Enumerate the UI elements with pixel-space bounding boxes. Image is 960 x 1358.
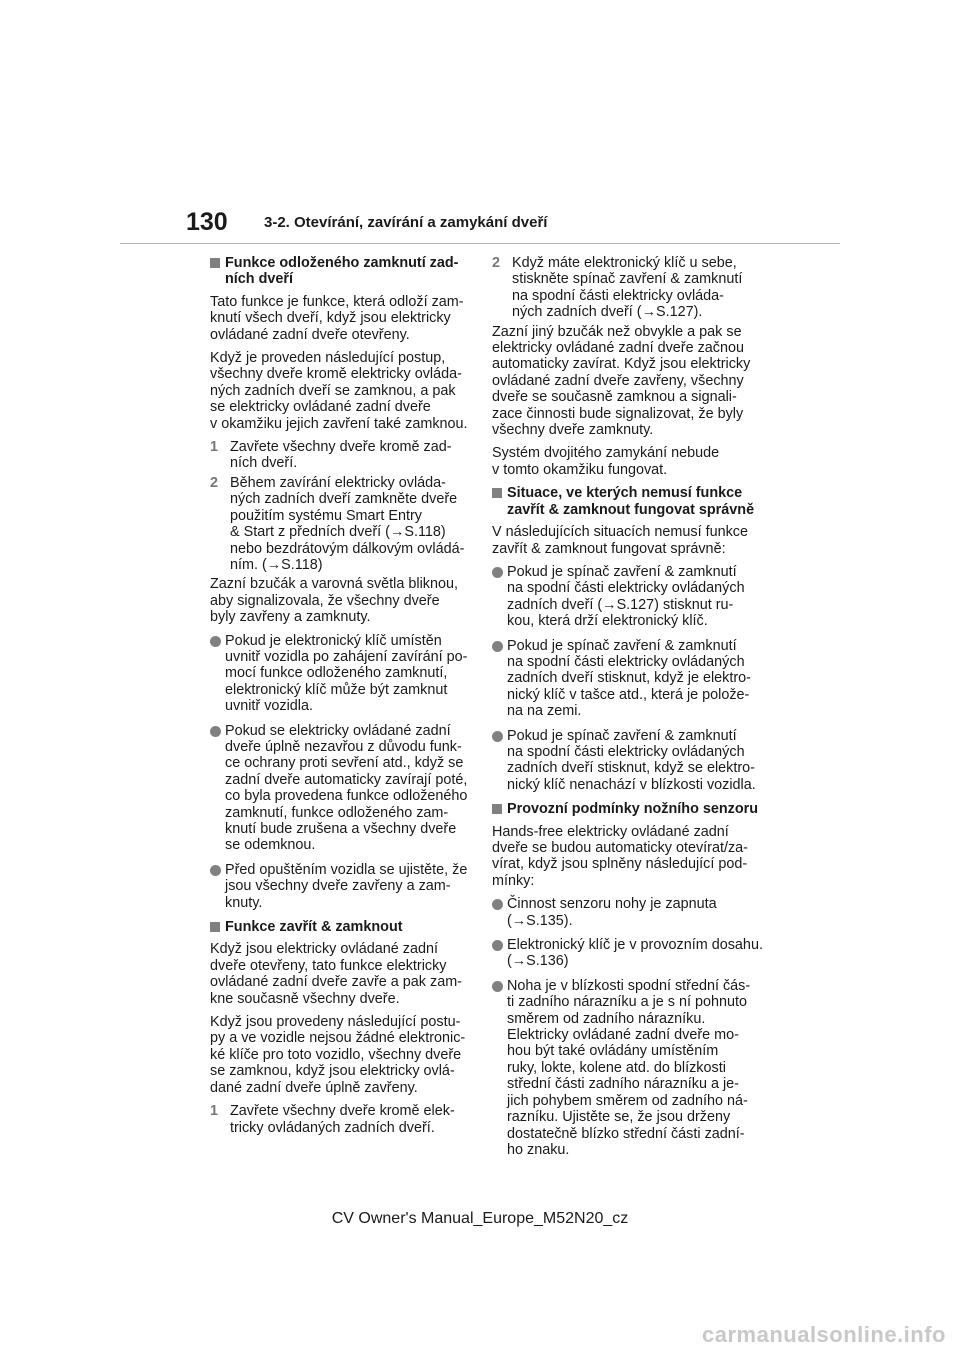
text-line: knuty.	[225, 894, 263, 911]
text-line: Když jsou provedeny následující postu-	[210, 1014, 461, 1031]
text-line: Elektricky ovládané zadní dveře mo-	[507, 1027, 739, 1044]
text-line: knutí všech dveří, když jsou elektricky	[210, 310, 451, 327]
watermark: carmanualsonline.info	[702, 1322, 946, 1347]
text-line: v okamžiku jejich zavření také zamknou.	[210, 415, 468, 432]
text-line: Elektronický klíč je v provozním dosahu.	[507, 937, 763, 954]
step-number: 1	[210, 439, 219, 456]
text-line: razníku. Ujistěte se, že jsou drženy	[507, 1109, 731, 1126]
content-bullet	[210, 723, 474, 854]
footer-manual-id: CV Owner's Manual_Europe_M52N20_cz	[331, 1210, 629, 1227]
text-line: střední části zadního nárazníku a je-	[507, 1076, 739, 1093]
square-bullet-icon	[210, 258, 220, 268]
step-number: 2	[210, 474, 219, 491]
text-line: ních dveří	[225, 271, 293, 288]
text-line: nický klíč v tašce atd., která je polože-	[507, 686, 750, 703]
text-line: na spodní části elektricky ovládaných	[507, 743, 745, 760]
text-line: dveře úplně nezavřou z důvodu funk-	[225, 738, 462, 755]
text-line: dostatečně blízko střední části zadní-	[507, 1125, 745, 1142]
content-heading	[492, 801, 759, 818]
text-line: kne současně všechny dveře.	[210, 990, 400, 1007]
content-para	[210, 350, 474, 432]
square-bullet-icon	[492, 488, 502, 498]
text-line: mínky:	[492, 872, 535, 889]
content-para	[210, 1014, 474, 1096]
text-line: hou být také ovládány umístěním	[507, 1043, 719, 1060]
text-line: ce ochrany proti sevření atd., když se	[225, 755, 464, 772]
content-para	[210, 576, 474, 625]
text-line: Funkce zavřít & zamknout	[225, 919, 403, 936]
square-bullet-icon	[492, 804, 502, 814]
content-heading	[210, 255, 474, 288]
text-line: směrem od zadního nárazníku.	[507, 1010, 706, 1027]
text-line: byly zavřeny a zamknuty.	[210, 609, 371, 626]
text-line: Zavřete všechny dveře kromě zad-	[230, 439, 452, 456]
text-line: ké klíče pro toto vozidlo, všechny dveře	[210, 1046, 462, 1063]
text-line: Když máte elektronický klíč u sebe,	[512, 255, 737, 271]
text-line: zamknutí, funkce odloženého zam-	[225, 804, 449, 821]
text-line: Funkce odloženého zamknutí zad-	[225, 255, 459, 271]
text-line: Během zavírání elektricky ovláda-	[230, 474, 446, 491]
circle-bullet-icon	[210, 636, 221, 647]
text-line: uvnitř vozidla.	[225, 698, 313, 715]
text-line: nický klíč nenachází v blízkosti vozidla.	[507, 776, 756, 793]
content-bullet	[210, 862, 474, 911]
text-line: ovládané zadní dveře zavřeny, všechny	[492, 372, 744, 389]
text-line: vírat, když jsou splněny následující pod-	[492, 856, 748, 873]
text-line: tricky ovládaných zadních dveří.	[230, 1119, 435, 1136]
text-line: zadní dveře automaticky zavírají poté,	[225, 771, 468, 788]
text-line: zadních dveří stisknut, když je elektro-	[507, 670, 751, 687]
text-line: elektronický klíč může být zamknut	[225, 681, 448, 698]
text-line: na spodní části elektricky ovládaných	[507, 580, 745, 597]
text-line: (→S.136)	[507, 953, 569, 970]
content-bullet	[492, 728, 756, 794]
circle-bullet-icon	[492, 641, 503, 652]
text-line: Hands-free elektricky ovládané zadní	[492, 823, 729, 840]
content-para	[492, 445, 756, 478]
step-number: 2	[492, 255, 501, 271]
content-para	[492, 524, 756, 557]
text-line: nebo bezdrátovým dálkovým ovládá-	[230, 540, 465, 557]
text-line: Zavřete všechny dveře kromě elek-	[230, 1103, 455, 1120]
text-line: dveře otevřeny, tato funkce elektricky	[210, 957, 447, 974]
text-line: Před opuštěním vozidla se ujistěte, že	[225, 861, 468, 878]
text-line: dané zadní dveře úplně zavřeny.	[210, 1079, 418, 1096]
text-line: Pokud je elektronický klíč umístěn	[225, 632, 442, 649]
content-bullet	[492, 564, 756, 630]
text-line: jich pohybem směrem od zadního ná-	[507, 1092, 748, 1109]
text-line: mocí funkce odloženého zamknutí,	[225, 665, 448, 682]
text-line: py a ve vozidle nejsou žádné elektronic-	[210, 1030, 466, 1047]
text-line: Zazní jiný bzučák než obvykle a pak se	[492, 323, 742, 340]
content-bullet	[492, 937, 763, 970]
content-bullet	[492, 978, 756, 1158]
text-line: (→S.135).	[507, 912, 573, 929]
text-line: elektricky ovládané zadní dveře začnou	[492, 340, 744, 357]
right-column	[492, 255, 763, 1166]
text-line: kou, která drží elektronický klíč.	[507, 613, 708, 630]
text-line: se elektricky ovládané zadní dveře	[210, 399, 431, 416]
text-line: knutí bude zrušena a všechny dveře	[225, 821, 457, 837]
text-line: aby signalizovala, že všechny dveře	[210, 592, 440, 609]
text-line: všechny dveře kromě elektricky ovláda-	[210, 366, 462, 383]
text-line: všechny dveře zamknuty.	[492, 422, 654, 439]
text-line: Noha je v blízkosti spodní střední čás-	[507, 977, 751, 994]
content-bullet	[492, 896, 756, 929]
text-line: Situace, ve kterých nemusí funkce	[507, 485, 743, 502]
text-line: Systém dvojitého zamykání nebude	[492, 445, 720, 462]
content-para	[492, 324, 756, 439]
text-line: ovládané zadní dveře otevřeny.	[210, 326, 410, 343]
content-step	[210, 1103, 474, 1136]
text-line: Tato funkce je funkce, která odloží zam-	[210, 293, 464, 310]
text-line: dveře se současně zamknou a signali-	[492, 389, 737, 406]
circle-bullet-icon	[492, 567, 503, 578]
text-line: ních dveří.	[230, 455, 298, 472]
circle-bullet-icon	[492, 731, 503, 742]
header-divider	[120, 243, 840, 244]
text-line: Pokud je spínač zavření & zamknutí	[507, 637, 737, 654]
text-line: ných zadních dveří zamkněte dveře	[230, 491, 458, 508]
text-line: Když je proveden následující postup,	[210, 350, 446, 367]
content-heading	[492, 485, 756, 518]
square-bullet-icon	[210, 922, 220, 932]
text-line: jsou všechny dveře zavřeny a zam-	[225, 878, 451, 895]
content-heading	[210, 919, 474, 935]
text-line: na na zemi.	[507, 703, 582, 720]
text-line: V následujících situacích nemusí funkce	[492, 524, 748, 541]
left-column	[210, 255, 474, 1139]
text-line: použitím systému Smart Entry	[230, 507, 422, 524]
text-line: zadních dveří stisknut, když se elektro-	[507, 760, 755, 777]
text-line: Zazní bzučák a varovná světla bliknou,	[210, 576, 458, 593]
text-line: zavřít & zamknout fungovat správně	[507, 501, 755, 518]
text-line: dveře se budou automaticky otevírat/za-	[492, 840, 748, 856]
content-bullet	[210, 633, 474, 715]
chapter-title: 3-2. Otevírání, zavírání a zamykání dveří	[264, 214, 548, 231]
circle-bullet-icon	[492, 940, 503, 951]
text-line: Pokud je spínač zavření & zamknutí	[507, 563, 737, 580]
text-line: automaticky zavírat. Když jsou elektricky	[492, 356, 751, 373]
page-number: 130	[186, 208, 228, 236]
circle-bullet-icon	[492, 981, 503, 992]
text-line: Činnost senzoru nohy je zapnuta	[507, 896, 717, 913]
circle-bullet-icon	[210, 865, 221, 876]
text-line: zavřít & zamknout fungovat správně:	[492, 540, 726, 557]
text-line: & Start z předních dveří (→S.118)	[230, 524, 446, 541]
text-line: co byla provedena funkce odloženého	[225, 788, 468, 805]
text-line: Provozní podmínky nožního senzoru	[507, 801, 759, 818]
text-line: na spodní části elektricky ovláda-	[512, 287, 724, 304]
text-line: na spodní části elektricky ovládaných	[507, 653, 745, 670]
text-line: ho znaku.	[507, 1141, 570, 1158]
content-step	[492, 255, 756, 321]
text-line: ruky, lokte, kolene atd. do blízkosti	[507, 1059, 726, 1076]
content-para	[210, 941, 474, 1007]
text-line: v tomto okamžiku fungovat.	[492, 461, 668, 478]
text-line: Pokud se elektricky ovládané zadní	[225, 722, 451, 739]
text-line: zace činnosti bude signalizovat, že byly	[492, 405, 744, 422]
text-line: ti zadního nárazníku a je s ní pohnuto	[507, 994, 748, 1011]
circle-bullet-icon	[210, 726, 221, 737]
content-bullet	[492, 638, 756, 720]
text-line: se odemknou.	[225, 837, 316, 854]
text-line: stiskněte spínač zavření & zamknutí	[512, 271, 743, 288]
content-step	[210, 439, 474, 472]
text-line: ných zadních dveří (→S.127).	[512, 304, 703, 321]
content-step	[210, 475, 474, 573]
text-line: uvnitř vozidla po zahájení zavírání po-	[225, 648, 468, 665]
text-line: ním. (→S.118)	[230, 556, 323, 573]
text-line: zadních dveří (→S.127) stisknut ru-	[507, 596, 734, 613]
text-line: se zamknou, když jsou elektricky ovlá-	[210, 1063, 455, 1080]
text-line: ovládané zadní dveře zavře a pak zam-	[210, 974, 462, 991]
content-para	[210, 294, 474, 343]
text-line: ných zadních dveří se zamknou, a pak	[210, 382, 456, 399]
content-para	[492, 824, 756, 890]
step-number: 1	[210, 1103, 219, 1120]
circle-bullet-icon	[492, 899, 503, 910]
text-line: Pokud je spínač zavření & zamknutí	[507, 727, 737, 744]
text-line: Když jsou elektricky ovládané zadní	[210, 941, 438, 958]
